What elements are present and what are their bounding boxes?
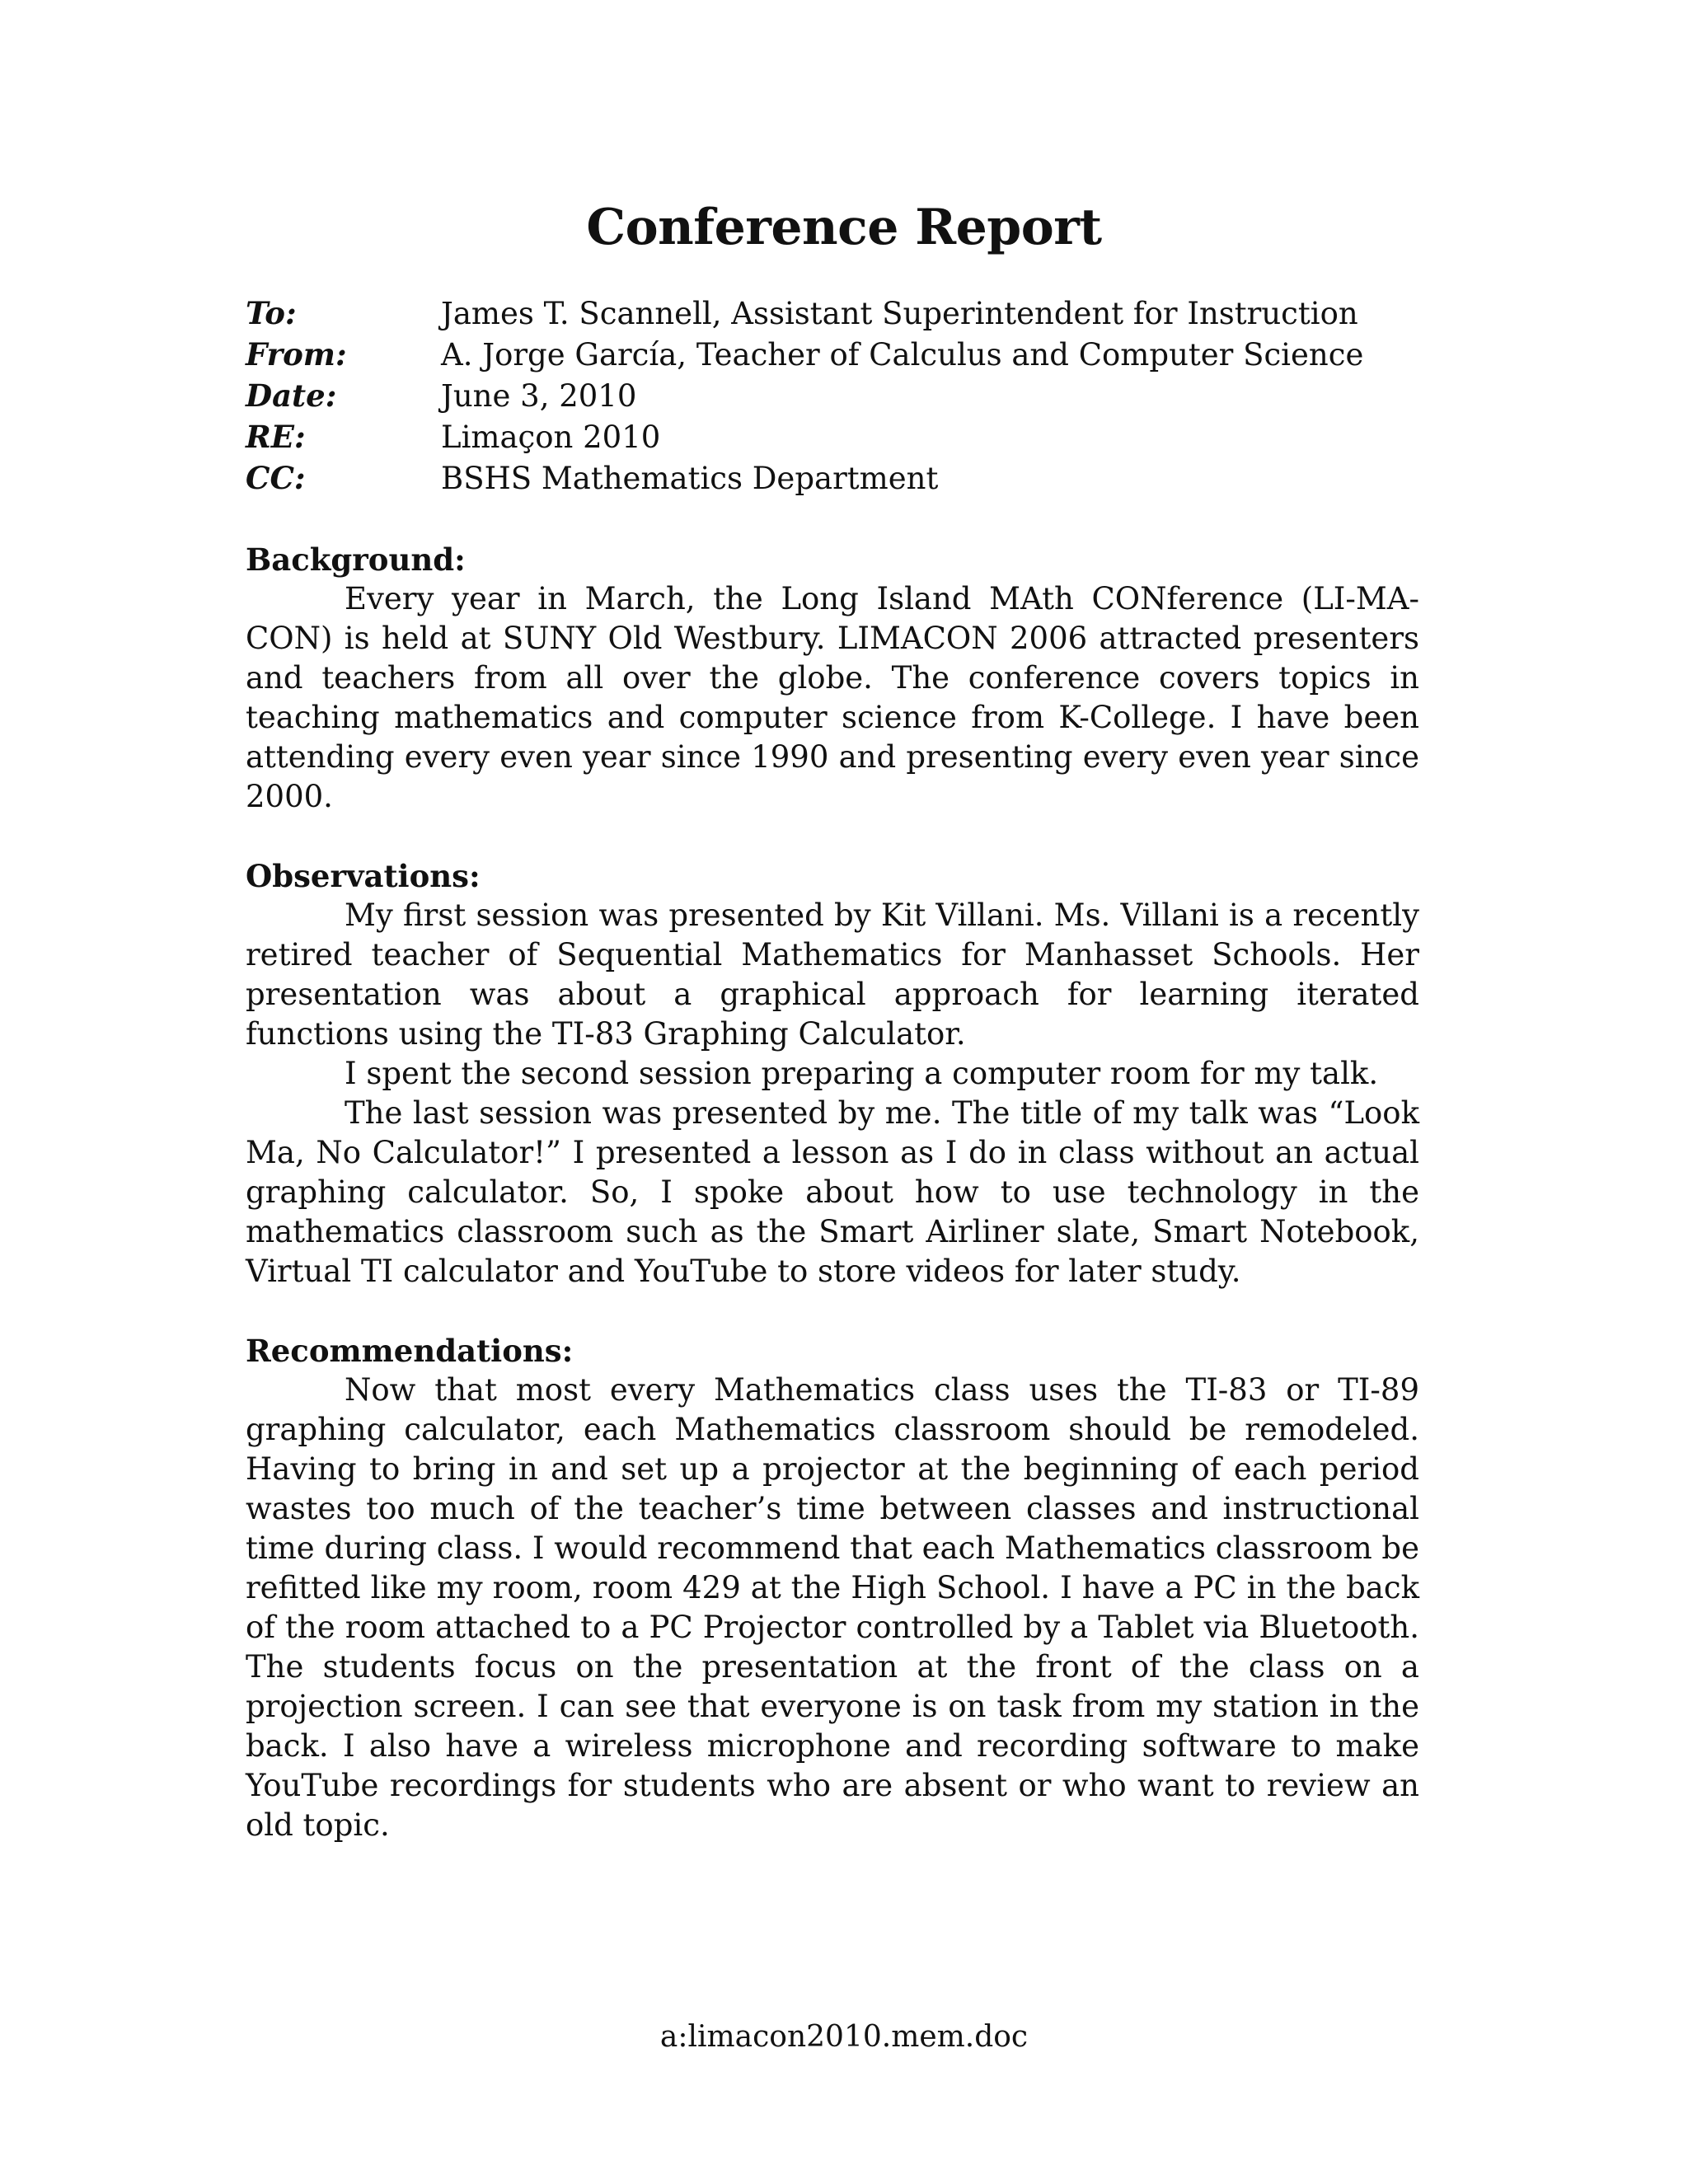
memo-header — [246, 293, 1449, 499]
section-heading: Background: — [246, 541, 466, 578]
page-title: Conference Report — [586, 199, 1102, 256]
report-body — [246, 540, 1419, 1885]
section-background — [246, 540, 1419, 817]
memo-label: To: — [246, 295, 297, 331]
memo-label: From: — [246, 336, 347, 373]
memo-label: RE: — [246, 419, 306, 455]
section-recommendations — [246, 1331, 1419, 1845]
section-heading: Observations: — [246, 858, 481, 894]
memo-value: June 3, 2010 — [441, 378, 637, 414]
memo-value: A. Jorge García, Teacher of Calculus and Computer Science — [441, 337, 1364, 373]
memo-header-row-re — [246, 416, 1449, 457]
memo-value: Limaçon 2010 — [441, 419, 661, 455]
paragraph: I spent the second session preparing a computer room for my talk. — [345, 1056, 1379, 1091]
section-heading: Recommendations: — [246, 1333, 574, 1369]
section-observations — [246, 856, 1419, 1291]
paragraph: My first session was presented by Kit Villani. Ms. Villani is a recently retired teacher of Sequential Mathematics for Manhasset Schools. Her presentation was about a graphical approach for learning iterated functions using the TI-83 Graphing Calculator. — [246, 898, 1419, 1052]
paragraph: Every year in March, the Long Island MAth CONference (LI-MA-CON) is held at SUNY Old Westbury. LIMACON 2006 attracted presenters and teachers from all over the globe. The conference covers topics in teaching mathematics and computer science from K-College. I have been attending every even year since 1990 and presenting every even year since 2000. — [246, 581, 1419, 814]
memo-header-row-cc — [246, 457, 1449, 499]
memo-label: Date: — [246, 377, 337, 414]
memo-header-row-to — [246, 293, 1449, 334]
memo-value: BSHS Mathematics Department — [441, 461, 939, 496]
memo-header-row-from — [246, 334, 1449, 375]
footer-filename: a:limacon2010.mem.doc — [659, 2020, 1029, 2054]
paragraph: Now that most every Mathematics class uses the TI-83 or TI-89 graphing calculator, each Mathematics classroom should be remodeled. Having to bring in and set up a projector at the beginning of each period wastes too much of the teacher’s time between classes and instructional time during class. I would recommend that each Mathematics classroom be refitted like my room, room 429 at the High School. I have a PC in the back of the room attached to a PC Projector controlled by a Tablet via Bluetooth. The students focus on the presentation at the front of the class on a projection screen. I can see that everyone is on task from my station in the back. I also have a wireless microphone and recording software to make YouTube recordings for students who are absent or who want to review an old topic. — [246, 1372, 1419, 1843]
memo-label: CC: — [246, 460, 306, 496]
memo-value: James T. Scannell, Assistant Superintendent for Instruction — [441, 296, 1358, 331]
paragraph: The last session was presented by me. The title of my talk was “Look Ma, No Calculator!” I presented a lesson as I do in class without an actual graphing calculator. So, I spoke about how to use technology in the mathematics classroom such as the Smart Airliner slate, Smart Notebook, Virtual TI calculator and YouTube to store videos for later study. — [246, 1095, 1419, 1289]
memo-header-row-date — [246, 375, 1449, 416]
